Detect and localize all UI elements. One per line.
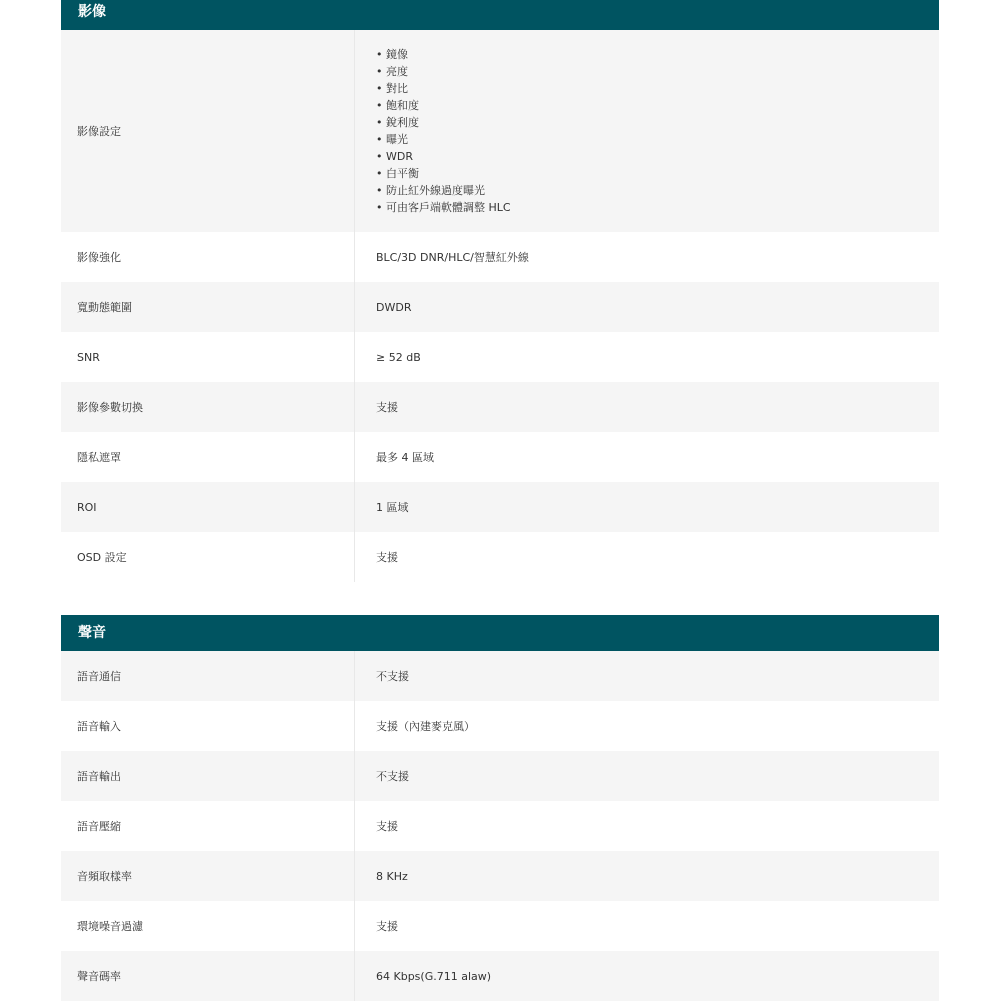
list-item: • 銳利度	[376, 114, 511, 131]
spec-row-voice-compression	[61, 801, 939, 851]
list-item: • 防止紅外線過度曝光	[376, 182, 511, 199]
spec-row-noise-filter	[61, 901, 939, 951]
image-settings-list	[376, 46, 511, 216]
spec-label: 語音輸入	[61, 701, 355, 751]
spec-row-osd	[61, 532, 939, 582]
spec-value: 支援	[376, 401, 398, 414]
spec-value: BLC/3D DNR/HLC/智慧紅外線	[376, 251, 529, 264]
spec-row-image-enhancement	[61, 232, 939, 282]
spec-row-image-settings	[61, 30, 939, 232]
list-item: • 亮度	[376, 63, 511, 80]
spec-value: 支援	[376, 920, 398, 933]
spec-value: 最多 4 區域	[376, 451, 434, 464]
spec-label: 寬動態範圍	[61, 282, 355, 332]
spec-value: 支援（內建麥克風）	[376, 720, 475, 733]
spec-row-voice-input	[61, 701, 939, 751]
spec-label: OSD 設定	[61, 532, 355, 582]
spec-value: 8 KHz	[376, 869, 408, 883]
spec-value: 64 Kbps(G.711 alaw)	[376, 969, 492, 983]
spec-row-voice-comm	[61, 651, 939, 701]
spec-label: 隱私遮罩	[61, 432, 355, 482]
spec-row-privacy-mask	[61, 432, 939, 482]
list-item: • 對比	[376, 80, 511, 97]
spec-value: 不支援	[376, 770, 409, 783]
spec-label: 環境噪音過濾	[61, 901, 355, 951]
spec-row-voice-output	[61, 751, 939, 801]
spec-row-sample-rate	[61, 851, 939, 901]
spec-label: 聲音碼率	[61, 951, 355, 1001]
spec-value: 支援	[376, 551, 398, 564]
list-item: • 鏡像	[376, 46, 511, 63]
spec-row-param-switch	[61, 382, 939, 432]
list-item: • 可由客戶端軟體調整 HLC	[376, 199, 511, 216]
spec-label: SNR	[61, 332, 355, 382]
image-section-header: 影像	[61, 0, 939, 30]
list-item: • WDR	[376, 148, 511, 165]
spec-label: ROI	[61, 482, 355, 532]
spec-label: 語音輸出	[61, 751, 355, 801]
spec-row-roi	[61, 482, 939, 532]
list-item: • 飽和度	[376, 97, 511, 114]
spec-value: 不支援	[376, 670, 409, 683]
list-item: • 曝光	[376, 131, 511, 148]
spec-label: 影像設定	[61, 30, 355, 232]
image-spec-section	[61, 0, 939, 582]
spec-label: 音頻取樣率	[61, 851, 355, 901]
spec-value	[355, 30, 939, 232]
spec-row-snr	[61, 332, 939, 382]
spec-value: 1 區域	[376, 501, 409, 514]
spec-row-audio-bitrate	[61, 951, 939, 1001]
spec-label: 語音通信	[61, 651, 355, 701]
spec-label: 影像強化	[61, 232, 355, 282]
spec-value: ≥ 52 dB	[376, 350, 421, 364]
spec-value: 支援	[376, 820, 398, 833]
spec-value: DWDR	[376, 300, 412, 314]
spec-label: 影像參數切換	[61, 382, 355, 432]
spec-row-wdr	[61, 282, 939, 332]
audio-spec-section	[61, 615, 939, 1001]
spec-label: 語音壓縮	[61, 801, 355, 851]
list-item: • 白平衡	[376, 165, 511, 182]
audio-section-header: 聲音	[61, 615, 939, 651]
